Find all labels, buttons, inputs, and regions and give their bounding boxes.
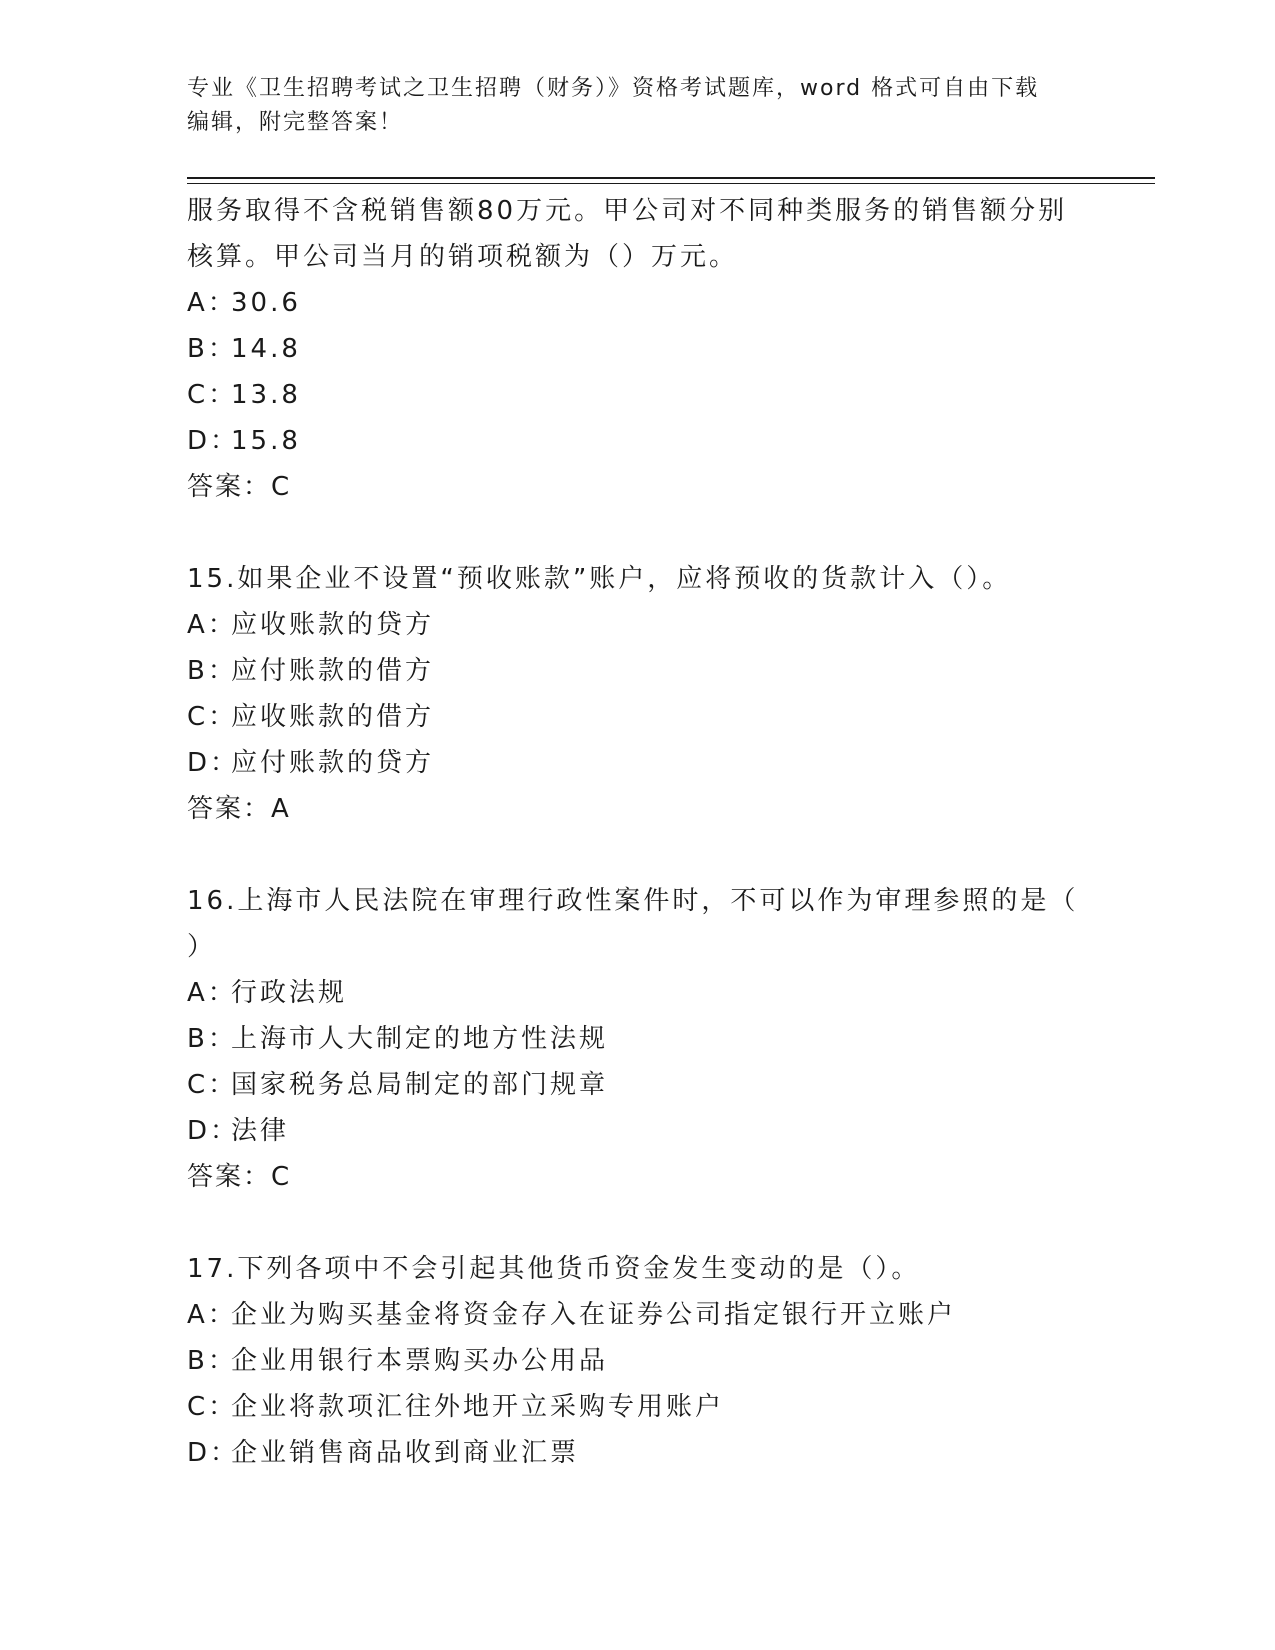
- document-header: [187, 72, 1067, 140]
- question-14: [187, 188, 1087, 510]
- question-list: [187, 188, 1087, 1476]
- question-stem: 16.上海市人民法院在审理行政性案件时，不可以作为审理参照的是（: [187, 886, 1079, 916]
- option-c: C：13.8: [187, 380, 301, 410]
- question-spacer: [187, 510, 1087, 556]
- question-16: [187, 878, 1087, 1200]
- question-spacer: [187, 1200, 1087, 1246]
- answer-line: 答案：C: [187, 472, 292, 502]
- option-c: C：应收账款的借方: [187, 702, 435, 732]
- option-d: D：15.8: [187, 426, 301, 456]
- header-divider-thick: [187, 177, 1155, 179]
- question-stem: 15.如果企业不设置“预收账款”账户，应将预收的货款计入（）。: [187, 564, 1012, 594]
- question-15: [187, 556, 1087, 832]
- option-d: D：企业销售商品收到商业汇票: [187, 1438, 580, 1468]
- option-c: C：企业将款项汇往外地开立采购专用账户: [187, 1392, 725, 1422]
- option-b: B：应付账款的借方: [187, 656, 435, 686]
- option-b: B：企业用银行本票购买办公用品: [187, 1346, 609, 1376]
- answer-line: 答案：C: [187, 1162, 292, 1192]
- option-b: B：上海市人大制定的地方性法规: [187, 1024, 609, 1054]
- answer-line: 答案：A: [187, 794, 291, 824]
- question-stem: 核算。甲公司当月的销项税额为（）万元。: [187, 242, 739, 272]
- option-d: D：法律: [187, 1116, 290, 1146]
- option-a: A：企业为购买基金将资金存入在证券公司指定银行开立账户: [187, 1300, 957, 1330]
- option-d: D：应付账款的贷方: [187, 748, 435, 778]
- question-stem: 服务取得不含税销售额80万元。甲公司对不同种类服务的销售额分别: [187, 196, 1068, 226]
- header-line-2: 编辑，附完整答案！: [187, 110, 404, 135]
- option-a: A：应收账款的贷方: [187, 610, 435, 640]
- header-divider-thin: [187, 183, 1155, 184]
- question-stem: 17.下列各项中不会引起其他货币资金发生变动的是（）。: [187, 1254, 921, 1284]
- option-c: C：国家税务总局制定的部门规章: [187, 1070, 609, 1100]
- option-a: A：行政法规: [187, 978, 348, 1008]
- question-spacer: [187, 832, 1087, 878]
- question-stem: ）: [187, 932, 217, 962]
- header-line-1: 专业《卫生招聘考试之卫生招聘（财务）》资格考试题库，word 格式可自由下载: [187, 76, 1040, 101]
- option-a: A：30.6: [187, 288, 301, 318]
- option-b: B：14.8: [187, 334, 301, 364]
- question-17: [187, 1246, 1087, 1476]
